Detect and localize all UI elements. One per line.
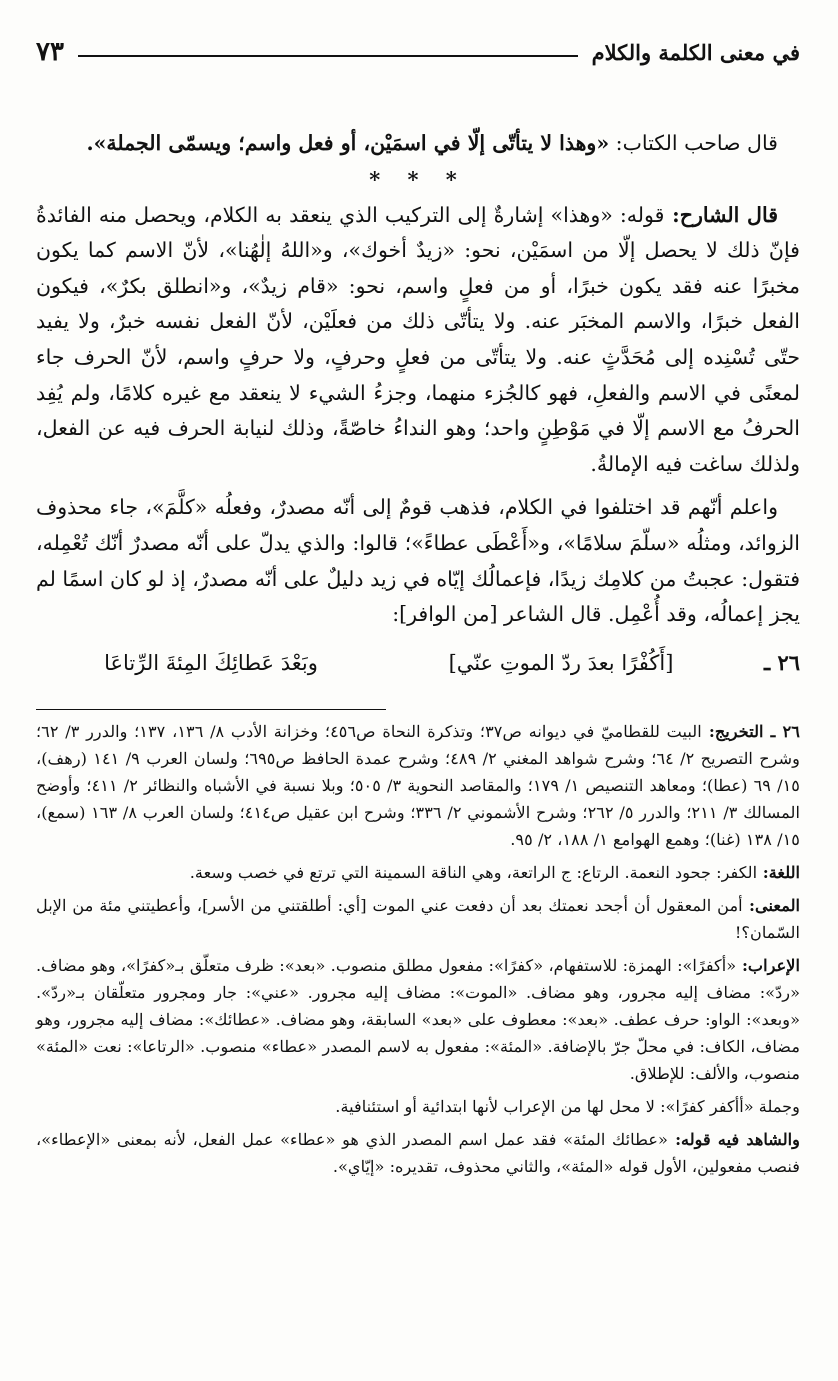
page-number: ٧٣ xyxy=(36,37,64,67)
section-separator: * * * xyxy=(369,166,467,192)
footnote-lugha xyxy=(36,859,800,886)
footnote-jumla: وجملة «أأكفر كفرًا»: لا محل لها من الإعراب لأنها ابتدائية أو استئنافية. xyxy=(335,1096,800,1116)
shahid-text: «عطائك المئة» فقد عمل اسم المصدر الذي هو «عطاء» عمل الفعل، لأنه بمعنى «الإعطاء»، فنصب مفعولين، الأول قوله «المئة»، والثاني محذوف، تقديره: «إيّاي». xyxy=(36,1129,800,1176)
verse-number: ٢٦ ـ xyxy=(763,650,800,676)
irab-text: «أكفرًا»: الهمزة: للاستفهام، «كفرًا»: مفعول مطلق منصوب. «بعد»: ظرف متعلّق بـ«كفرًا»، وهو مضاف. «ردّ»: مضاف إليه مجرور، وهو مضاف. «الموت»: مضاف إليه مجرور. «عني»: جار ومجرور متعلّقان بـ«ردّ». «وبعد»: الواو: حرف عطف. «بعد»: معطوف على «بعد» السابقة، وهو مضاف. «عطائك»: مضاف إليه مجرور، وهو مضاف، الكاف: في محلّ جرّ بالإضافة. «المئة»: مفعول به لاسم المصدر «عطاء» منصوب. «الرتاعا»: نعت «المئة» منصوب، والألف: للإطلاق. xyxy=(36,955,800,1083)
footnotes xyxy=(36,718,800,1180)
poetry-verse xyxy=(36,643,800,683)
commentary-label: قال الشارح: xyxy=(664,202,778,227)
running-head xyxy=(36,30,800,74)
footnote-rule xyxy=(36,709,386,710)
running-title: في معنى الكلمة والكلام xyxy=(591,39,800,65)
quote-intro: قال صاحب الكتاب: xyxy=(609,131,778,155)
footnote-irab xyxy=(36,952,800,1087)
verse-second-hemistich: وبَعْدَ عَطائِكَ المِئةَ الرِّتاعَا xyxy=(104,650,318,675)
verse-first-hemistich: [أَكُفْرًا بعدَ ردّ الموتِ عنّي] xyxy=(448,650,674,675)
footnote-maana xyxy=(36,892,800,946)
quote-text: «وهذا لا يتأتّى إلّا في اسمَيْن، أو فعل واسم؛ ويسمّى الجملة». xyxy=(86,131,610,155)
commentary-text-1: قوله: «وهذا» إشارةٌ إلى التركيب الذي ينعقد به الكلام، ويحصل منه الفائدةُ فإنّ ذلك لا يحصل إلّا من اسمَيْن، نحو: «زيدٌ أخوك»، و«اللهُ إلٰهُنا»، لأنّ الاسم كما يكون مخبرًا عنه فقد يكون خبرًا، أو من فعلٍ واسم، نحو: «قام زيدٌ»، و«انطلق بكرٌ»، فيكون الفعل خبرًا، والاسم المخبَر عنه. ولا يتأتّى ذلك من فعلَيْن، لأنّ الفعل نفسه خبرٌ، ولا يفيد حتّى تُسْنِده إلى مُحَدَّثٍ عنه. ولا يتأتّى من فعلٍ وحرفٍ، ولا حرفٍ واسم، لأنّ الحرف جاء لمعنًى في الاسم والفعلِ، فهو كالجُزء منهما، وجزءُ الشيء لا ينعقد مع غيره كلامًا، ولم يُفِد الحرفُ مع الاسم إلّا في مَوْطِنٍ واحد؛ وهو النداءُ خاصّةً، وذلك لنيابة الحرف فيه عن الفعل، ولذلك ساغت فيه الإمالةُ. xyxy=(36,202,800,476)
maana-label: المعنى: xyxy=(742,895,801,915)
lugha-label: اللغة: xyxy=(757,862,800,882)
takhrij-label: ٢٦ ـ التخريج: xyxy=(701,721,800,741)
maana-text: أمن المعقول أن أجحد نعمتك بعد أن دفعت عني الموت [أي: أطلقتني من الأسر]، وأعطيتني مئة من الإبل السّمان؟! xyxy=(36,895,800,942)
commentary-paragraph-1 xyxy=(36,198,800,483)
commentary-paragraph-2: واعلم أنّهم قد اختلفوا في الكلام، فذهب قومٌ إلى أنّه مصدرٌ، وفعلُه «كلَّمَ»، جاء محذوف الزوائد، ومثلُه «سلّمَ سلامًا»، و«أَعْطَى عطاءً»؛ قالوا: والذي يدلّ على أنّه مصدرٌ أنّك تُعْمِله، فتقول: عجبتُ من كلامِك زيدًا، فإعمالُك إيّاه في زيد دليلٌ على أنّه مصدرٌ، إذ لو كان اسمًا لم يجز إعمالُه، وقد أُعْمِل. قال الشاعر [من الوافر]: xyxy=(36,495,800,627)
header-rule xyxy=(78,55,578,57)
takhrij-text: البيت للقطاميّ في ديوانه ص٣٧؛ وتذكرة النحاة ص٤٥٦؛ وخزانة الأدب ٨/ ١٣٦، ١٣٧؛ والدرر ٣/ ٦٢؛ وشرح التصريح ٢/ ٦٤؛ وشرح شواهد المغني ٢/ ٤٨٩؛ وشرح عمدة الحافظ ص٦٩٥؛ ولسان العرب ٩/ ١٤١ (رهف)، ١٥/ ٦٩ (عطا)؛ ومعاهد التنصيص ١/ ١٧٩؛ والمقاصد النحوية ٣/ ٥٠٥؛ وبلا نسبة في الأشباه والنظائر ٢/ ٤١١؛ وأوضح المسالك ٣/ ٢١١؛ والدرر ٥/ ٢٦٢؛ وشرح الأشموني ٢/ ٣٣٦؛ وشرح ابن عقيل ص٤١٤؛ ولسان العرب ٨/ ١٦٣ (سمع)، ١٥/ ١٣٨ (غنا)؛ وهمع الهوامع ١/ ١٨٨، ٢/ ٩٥. xyxy=(36,721,800,849)
footnote-shahid xyxy=(36,1126,800,1180)
footnote-takhrij xyxy=(36,718,800,853)
shahid-label: والشاهد فيه قوله: xyxy=(667,1129,800,1149)
author-quote xyxy=(36,126,800,162)
lugha-text: الكفر: جحود النعمة. الرتاع: ج الراتعة، وهي الناقة السمينة التي ترتع في خصب وسعة. xyxy=(189,862,758,882)
irab-label: الإعراب: xyxy=(736,955,800,975)
